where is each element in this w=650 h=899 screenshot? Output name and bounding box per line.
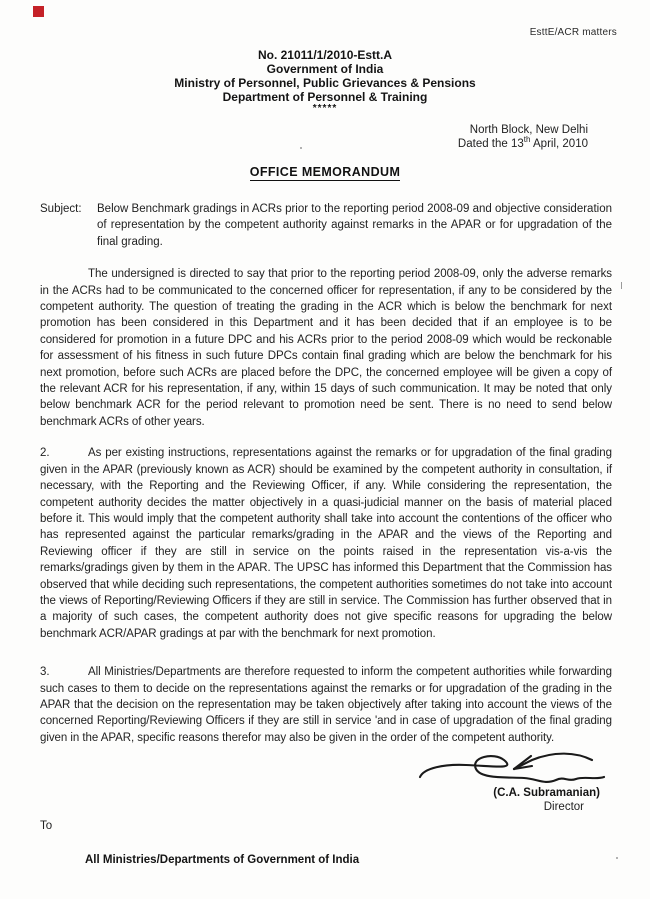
scan-artifact bbox=[616, 857, 618, 859]
signatory-name: (C.A. Subramanian) bbox=[493, 787, 600, 800]
paragraph-2 bbox=[40, 445, 612, 642]
separator-stars: ***** bbox=[312, 103, 338, 114]
reference-number: No. 21011/1/2010-Estt.A bbox=[257, 48, 393, 62]
paragraph-2-text: As per existing instructions, representations against the remarks or for upgradation of the final grading given in the APAR (previously known as ACR) should be examined by the competent authority in consultation, if necessary, with the Reporting and the Reviewing Officer, if any. While considering the representation, the competent authority decides the matter objectively in a quasi-judicial manner on the basis of material placed before it. This would imply that the competent authority shall take into account the contentions of the officer who has represented against the particular remarks/grading in the APAR and the views of the Reporting and Reviewing officer if they are still in service on the points raised in the representation vis-a-vis the remarks/gradings given by them in the APAR. The UPSC has informed this Department that the Commission has observed that while deciding such representations, the competent authorities sometimes do not take into account the views of Reporting/Reviewing Officers if they are still in service. The Commission has further observed that in a majority of such cases, the competent authority does not give specific reasons for upgrading the below benchmark ACR/APAR gradings at par with the benchmark for next promotion. bbox=[40, 447, 612, 640]
paragraph-3-text: All Ministries/Departments are therefore requested to inform the competent authorities while forwarding such cases to them to decide on the representations against the remarks or for upgradation of the grading in the APAR that the decision on the representation may be taken objectively after taking into account the views of the concerned Reporting/Reviewing Officers if they are still in service 'and in case of upgradation of the final grading given in the APAR, specific reasons therefor may also be given in the order of the competent authority. bbox=[40, 666, 612, 744]
org-line-government: Government of India bbox=[266, 62, 384, 76]
date-prefix: Dated the 13 bbox=[457, 138, 524, 150]
addressee-line: All Ministries/Departments of Government of India bbox=[85, 854, 360, 867]
paragraph-2-number: 2. bbox=[40, 447, 50, 460]
corner-note: EsttE/ACR matters bbox=[529, 27, 617, 38]
paragraph-3 bbox=[40, 664, 612, 746]
letterhead bbox=[0, 48, 650, 113]
date-ordinal: th bbox=[523, 135, 531, 145]
red-stamp-mark bbox=[33, 6, 44, 17]
document-title: OFFICE MEMORANDUM bbox=[249, 165, 401, 179]
date-suffix: April, 2010 bbox=[530, 138, 588, 150]
paragraph-3-number: 3. bbox=[40, 666, 50, 679]
signature-block bbox=[0, 748, 650, 814]
date-line bbox=[0, 137, 588, 151]
scan-artifact bbox=[300, 147, 302, 149]
place-date-block bbox=[0, 123, 588, 151]
paragraph-1: The undersigned is directed to say that prior to the reporting period 2008-09, only the adverse remarks in the ACRs had to be communicated to the concerned officer for representation, if any to be considered by the competent authority. The question of treating the grading in the ACR which is below the benchmark for next promotion has been considered in this Department and it has been decided that if an employee is to be considered for promotion in a future DPC and his ACRs prior to the period 2008-09 which would be reckonable for assessment of his fitness in such future DPCs contain final grading which are below the benchmark for his next promotion, before such ACRs are placed before the DPC, the concerned employee will be given a copy of the relevant ACR for his representation, if any, within 15 days of such communication. It may be noted that only below benchmark ACR for the period relevant to promotion need be sent. There is no need to send below benchmark ACRs of other years. bbox=[40, 268, 612, 428]
to-label: To bbox=[40, 820, 53, 833]
signatory-designation: Director bbox=[543, 801, 584, 814]
subject-block bbox=[40, 201, 612, 250]
place-line: North Block, New Delhi bbox=[469, 124, 588, 136]
org-line-ministry: Ministry of Personnel, Public Grievances & Pensions bbox=[174, 76, 476, 90]
subject-text: Below Benchmark gradings in ACRs prior to the reporting period 2008-09 and objective consideration of representation by the competent authority against remarks in the APAR or for upgradation of the final grading. bbox=[97, 203, 612, 248]
org-line-department: Department of Personnel & Training bbox=[222, 90, 428, 104]
subject-label: Subject: bbox=[40, 203, 82, 215]
scan-artifact bbox=[621, 282, 623, 289]
